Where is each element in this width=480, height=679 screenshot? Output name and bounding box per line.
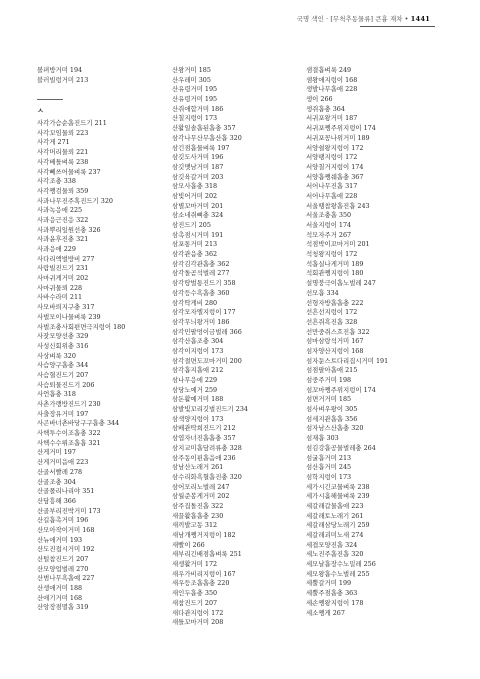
index-entry: 삼깃맷남거미 187 [172,162,224,171]
index-entry: 삼깃도사거미 196 [172,153,224,162]
index-entry: 세뿔주점흡충 363 [306,589,358,598]
index-entry: 사각뻬쓰어물벼룩 237 [37,167,101,176]
index-entry: 사과녹응애 225 [37,206,83,215]
section-heading: ㅅ [37,107,44,116]
index-entry: 산우레미 305 [172,75,211,84]
index-entry: 산골서빨레 278 [37,467,83,476]
index-entry: 새빨이 266 [172,540,205,549]
index-entry: 사각베틀벼룩 238 [37,157,89,166]
index-entry: 섬산흡거미 245 [306,463,352,472]
index-entry: 사촌가랭방진드기 230 [37,400,101,408]
index-entry: 삼돈활예거미 188 [172,395,224,404]
index-entry: 샘결흡벼룩 249 [306,66,352,74]
index-entry: 산앙장점멸흡 319 [37,603,89,612]
index-column-1 [37,66,157,613]
index-entry: 선만중쥐스흐진흡 322 [306,327,370,336]
index-entry: 섬자양산지렁이 168 [306,346,364,355]
index-entry: 사마귀게거미 202 [37,274,89,283]
index-entry: 삼빛어거미 202 [172,191,218,200]
index-entry: 산털참진드기 207 [37,555,89,563]
index-entry: 사과응근진응 322 [37,215,89,224]
index-entry: 새인두흡충 350 [172,589,218,598]
header-rule [360,26,435,27]
index-entry: 삼촉점시거미 191 [172,230,224,239]
index-entry: 설명붕극이흡노벌레 247 [306,279,376,288]
index-entry: 세손쨍왕지렁이 178 [306,598,364,607]
index-entry: 사각게 271 [37,138,70,147]
index-entry: 산왕거미 185 [172,66,211,74]
index-entry: 섬자둔스트다리집시거미 191 [306,356,389,365]
index-entry: 삼각흡지흡애 212 [172,366,224,375]
index-entry: 생발나무흡애 228 [306,85,358,94]
index-entry: 서양팽지렁이 172 [306,153,358,162]
index-entry: 산범나무흑흡예 227 [37,574,95,583]
index-entry: 새부리긴배점흡벼룩 251 [172,550,242,559]
index-entry: 새생활거미 172 [172,560,218,569]
index-entry: 석청왕지렁이 172 [306,250,358,259]
index-entry: 삼당노예거 259 [172,385,218,394]
index-entry: 삼각모자엘지렁이 177 [172,308,236,317]
index-entry: 사과윤후진충 321 [37,235,89,244]
index-entry: 삼지교미흡담려류충 328 [172,443,242,452]
index-entry: 삼각나무산무흡산흡 320 [172,133,242,142]
index-entry: 사성신회위충 316 [37,341,89,350]
section-divider [37,99,63,100]
index-entry: 서양쉴왕지렁이 172 [306,143,364,152]
index-entry: 샘왕애지렁이 168 [306,75,358,84]
index-entry: 산골폴리나리야 351 [37,487,95,496]
index-entry: 삼주동이핀흡음애 236 [172,453,236,462]
index-entry: 섬세지관흡흡 356 [306,414,358,423]
index-entry: 세모날흡장수노밀레 256 [306,560,376,569]
index-entry: 석회관쨍지렁이 180 [306,269,364,278]
index-entry: 석점박이꼬마거미 201 [306,240,370,249]
index-entry: 사마귀물뢰 228 [37,283,83,292]
running-header-title: 국명 색인 · [무척추동물류] 큰흉 재차 [296,15,403,23]
index-entry: 서어나무흡애 228 [306,191,358,200]
index-column-2 [172,66,292,628]
index-entry: 새틀꼬마거미 208 [172,618,224,627]
index-entry: 삼각민팔멍이금벌레 366 [172,327,242,336]
index-entry: 사모바뢰지구충 317 [37,303,95,312]
index-entry: 생이 266 [306,95,333,104]
index-entry: 사슴혈진드기 207 [37,370,89,379]
index-entry: 사과나무진주혹진드기 320 [37,196,113,205]
index-entry: 새다관지렁이 172 [172,608,224,617]
index-entry: 사언흡충 318 [37,390,76,399]
index-entry: 사벌모이나물벼룩 239 [37,312,101,321]
index-entry: 섬김강흡공물벌레충 264 [306,443,376,452]
index-entry: 섬꼬마쨍주위지렁이 174 [306,385,376,394]
index-entry: 삼각돌곰석벌레 277 [172,269,230,278]
index-entry: 서귀포꽁나위거미 189 [306,133,370,142]
index-entry: 산게거미음애 223 [37,458,89,467]
index-entry: 삼소네쥐뼈충 324 [172,211,224,220]
index-entry: 서귀포쨍주위지렁이 174 [306,124,376,133]
index-entry: 삼수리화흑혈흡진충 320 [172,472,242,481]
index-entry: 삼배관딱희진드기 212 [172,424,236,433]
index-entry: 산게거미 197 [37,448,76,457]
index-entry: 산생애거미 188 [37,584,83,593]
index-entry: 생쥐흡충 364 [306,104,345,113]
index-entry: 섬면거거미 185 [306,395,352,404]
index-entry: 삼월준봉게거미 202 [172,492,230,501]
index-entry: 선흔선지렁이 172 [306,308,358,317]
index-entry: 삼진드기 205 [172,221,211,229]
index-entry: 새참진드기 207 [172,598,218,607]
index-entry: 세노진주흡진흡 320 [306,550,364,559]
index-entry: 섬사벼우왕이 305 [306,405,358,414]
index-entry: 새우가비리지렁이 167 [172,569,236,578]
index-entry: 사다리액벌방비 277 [37,254,95,263]
index-entry: 세뿔갈거미 199 [306,579,352,588]
index-entry: 삼각이지렁이 173 [172,346,224,355]
index-entry: 세갈래괴미노새 274 [306,531,364,539]
index-entry: 석흡실나게거미 189 [306,259,364,268]
index-entry: 사각머리물뢰 221 [37,148,89,157]
index-entry: 산쥐애합거미 186 [172,104,224,113]
index-entry: 서울땡참왕흡진흡 243 [306,201,370,210]
index-entry: 사곤바너촌바당구구흡충 344 [37,419,120,428]
index-entry: 삼각땅벌통진드기 358 [172,279,236,288]
index-entry: 산칠지렁이 173 [172,114,218,123]
index-entry: 세갈래갑물흡애 223 [306,501,364,510]
index-entry: 서양흡쨍쉐흡충 367 [306,172,364,181]
index-entry: 산유령거미 195 [172,85,218,94]
index-entry: 삼긴점흡물벼룩 197 [172,143,230,152]
index-entry: 삼각절면도꼬마거미 200 [172,356,242,365]
index-entry: 섬자남스산흡충 320 [306,424,364,433]
index-entry: 서울조충흡 350 [306,211,352,220]
index-entry: 사과뿌리잎원선충 326 [37,225,101,234]
index-entry: 서귀포왕거미 187 [306,114,358,123]
index-entry: 삼발빛꼬리깃벌진드기 234 [172,405,248,414]
index-entry: 산모양업벌레 270 [37,564,89,573]
index-entry: 삼주집돌진흡 322 [172,501,224,510]
index-entry: 선모흡 334 [306,288,339,297]
index-entry: 산모아작이거미 168 [37,525,95,534]
index-entry: 산골부리진박거미 173 [37,506,101,515]
index-entry: 사람빌진드기 231 [37,264,89,273]
index-entry: 사잣모양선충 329 [37,332,89,341]
index-entry: 서어나무진흡 317 [306,182,358,191]
page-number: 1441 [410,15,430,23]
index-entry: 사각꼬임물뢰 223 [37,128,89,137]
index-entry: 산애기거미 168 [37,593,83,602]
index-entry: 삼색양지렁이 173 [172,414,224,423]
index-entry: 사각조충 338 [37,177,76,186]
index-entry: 섬중주거미 198 [306,376,352,384]
index-entry: 사각가슴순흡진드기 211 [37,119,107,128]
index-entry: 사슴양구흡충 344 [37,361,89,370]
index-entry: 세갈래토노래기 261 [306,511,364,520]
index-entry: 새우등조흡흡충 220 [172,579,230,588]
index-entry: 섬마삼랑석거미 167 [306,337,364,346]
index-entry: 볼펴방거미 194 [37,66,83,74]
index-entry: 사헥투수이조흡충 322 [37,429,101,438]
index-entry: 세가시흘해물벼룩 239 [306,492,370,501]
running-header [297,14,430,23]
index-entry: 사출장유거미 197 [37,409,89,418]
index-entry: 삼깃육갈거미 203 [172,172,224,181]
index-entry: 섬학지렁이 173 [306,472,352,481]
index-entry: 세소쨍게 267 [306,608,345,617]
index-entry: 사상벼룩 320 [37,351,76,360]
index-entry: 새끼발고동 312 [172,521,218,530]
index-entry: 산활일솔흡된흡충 357 [172,124,236,133]
index-entry: 섬점팔아흡애 215 [306,366,358,375]
index-entry: 세겹모양진흡 324 [306,540,358,549]
index-entry: 석모자주거 267 [306,230,352,239]
index-entry: 선흔쥐흑진흡 328 [306,317,358,326]
index-entry: 산담흥해 366 [37,496,76,505]
index-entry: 삼어모리노벌레 247 [172,482,230,491]
index-entry: 사헥수수뤼조흡흡 321 [37,438,101,447]
index-entry: 사벌조충사회편면극지렁이 180 [37,322,126,331]
index-entry: 섬재흡 303 [306,434,339,443]
index-entry: 삼각무늬왕거미 186 [172,317,230,326]
spacer [37,85,157,95]
index-entry: 세모왕흡수노벌레 255 [306,569,370,578]
index-entry: 선형자방흡흡충 222 [306,298,364,307]
index-entry: 삼별꼬마거미 201 [172,201,224,210]
index-entry: 산유령거미 195 [172,95,218,104]
index-entry: 섬굴흡거미 213 [306,453,352,462]
index-entry: 새끌활흡흡충 230 [172,511,224,520]
index-entry: 삼모사흡충 318 [172,182,218,191]
index-column-3 [306,66,426,618]
index-entry: 삼각딱게비 280 [172,298,218,307]
index-entry: 삼나무응애 229 [172,376,218,384]
index-entry: 사바수라미 211 [37,293,83,302]
index-entry: 세갈래삼당노래기 259 [306,521,370,530]
index-entry: 삼엽자너진흡흡충 357 [172,434,236,443]
index-entry: 산뉴애거미 193 [37,535,83,544]
index-entry: 삼각등수흑흡충 360 [172,288,230,297]
index-entry: 산길흡촉거미 196 [37,516,89,525]
running-header-dot: • [404,15,411,23]
index-entry: 삼포통거미 213 [172,240,218,249]
index-entry: 삼남산노래거 261 [172,463,224,472]
index-entry: 삼각산흡조충 304 [172,337,224,346]
index-entry: 사각쨍검물뢰 359 [37,186,89,195]
index-entry: 세가시긴코물벼룩 238 [306,482,370,491]
index-entry: 삼각김각관흡충 362 [172,259,230,268]
index-entry: 사슴퇴물진드기 206 [37,380,95,389]
index-entry: 삼각관음충 362 [172,250,218,259]
index-entry: 서양칠거지렁이 174 [306,162,364,171]
index-entry: 새남개쨍거지렁이 182 [172,531,236,539]
index-entry: 산도진접시거미 192 [37,545,95,554]
index-entry: 서울지렁이 174 [306,221,352,229]
index-entry: 사과응애 229 [37,245,76,253]
index-entry: 산골조충 304 [37,477,76,486]
index-entry: 블러빌렁거미 213 [37,75,89,84]
